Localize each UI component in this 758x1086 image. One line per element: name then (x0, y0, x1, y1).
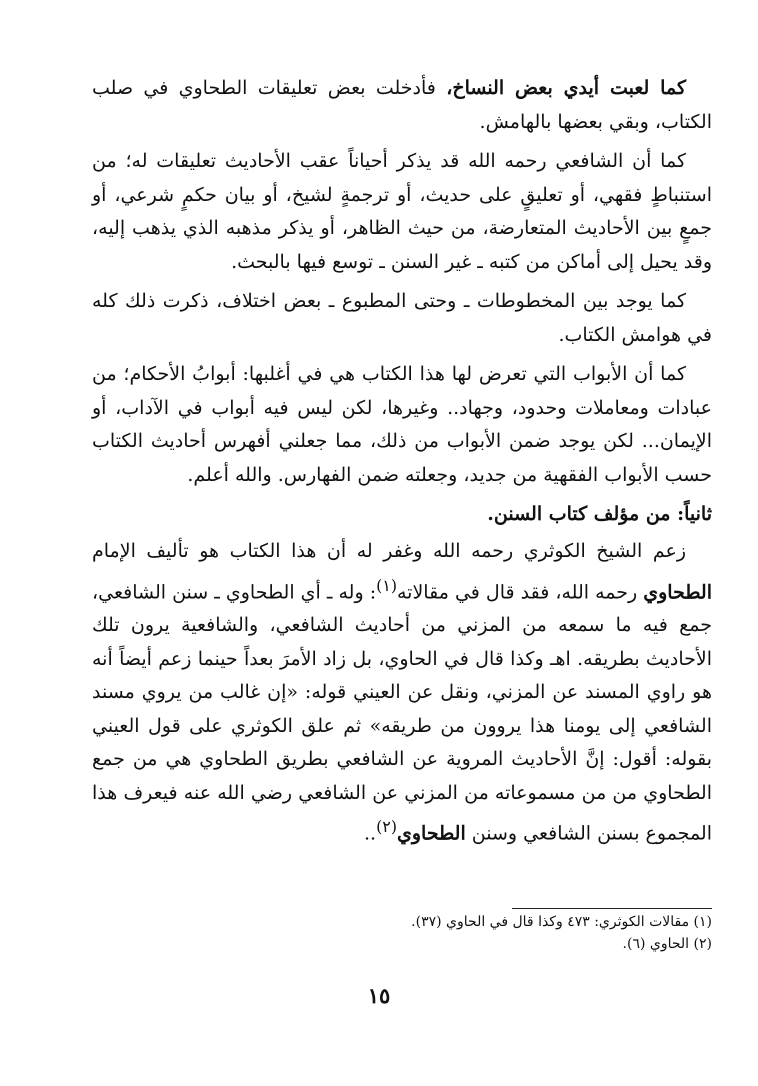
footnote-ref-1: (١) (376, 575, 397, 595)
paragraph-text: رحمه الله، فقد قال في مقالاته (397, 580, 644, 603)
paragraph-copyists (92, 72, 712, 139)
bold-name: الطحاوي (643, 580, 713, 603)
page-body (92, 72, 712, 857)
paragraph-lead: كما لعبت أيدي بعض النساخ، (446, 77, 687, 99)
bold-name: الطحاوي (397, 822, 466, 845)
paragraph-text: زعم الشيخ الكوثري رحمه الله وغفر له أن هذا الكتاب هو تأليف الإمام (92, 540, 686, 562)
footnote-1: (١) مقالات الكوثري: ٤٧٣ وكذا قال في الحاوي (٣٧). (411, 914, 712, 930)
paragraph-text: : وله ـ أي الطحاوي ـ سنن الشافعي، جمع فيه ما سمعه من المزني من أحاديث الشافعي، والشافعية يرون تلك الأحاديث بطريقه. اهـ وكذا قال في الحاوي، بل زاد الأمرَ بعداً حينما زعم أيضاً أنه هو راوي المسند عن المزني، ونقل عن العيني قوله: «إن غالب من يروي مسند الشافعي إلى يومنا هذا يروون من طريقه» ثم علق الكوثري على قول العيني بقوله: أقول: إنَّ الأحاديث المروية عن الشافعي بطريق الطحاوي هي من جمع الطحاوي من من مسموعاته من المزني عن الشافعي رضي الله عنه فيعرف هذا المجموع بسنن الشافعي وسنن (92, 580, 712, 845)
paragraph-manuscripts: كما يوجد بين المخطوطات ـ وحتى المطبوع ـ بعض اختلاف، ذكرت ذلك كله في هوامش الكتاب. (92, 290, 712, 346)
footnote-ref-2: (٢) (376, 817, 397, 837)
paragraph-chapters: كما أن الأبواب التي تعرض لها هذا الكتاب هي في أغلبها: أبوابُ الأحكام؛ من عبادات ومعاملات وحدود، وجهاد.. وغيرها، لكن ليس فيه أبواب في الآداب، أو الإيمان... لكن يوجد ضمن الأبواب من ذلك، مما جعلني أفهرس أحاديث الكتاب حسب الأبواب الفقهية من جديد، وجعلته ضمن الفهارس. والله أعلم. (92, 363, 712, 486)
footnote-2: (٢) الحاوي (٦). (622, 936, 712, 952)
paragraph-text: فأدخلت بعض تعليقات الطحاوي في صلب الكتاب، وبقي بعضها بالهامش. (92, 77, 712, 133)
footnote-divider (512, 908, 712, 909)
paragraph-text: .. (364, 822, 377, 845)
page-number: ١٥ (367, 983, 391, 1008)
paragraph-author (92, 535, 712, 851)
footnotes (92, 911, 712, 955)
section-heading: ثانياً: من مؤلف كتاب السنن. (487, 503, 712, 525)
paragraph-shafii-comments: كما أن الشافعي رحمه الله قد يذكر أحياناً عقب الأحاديث تعليقات له؛ من استنباطٍ فقهي، أو تعليقٍ على حديث، أو ترجمةٍ لشيخ، أو بيان حكمٍ شرعي، أو جمعٍ بين الأحاديث المتعارضة، من حيث الظاهر، أو يذكر مذهبه الذي يذهب إليه، وقد يحيل إلى أماكن من كتبه ـ غير السنن ـ توسع فيها بالبحث. (92, 150, 712, 273)
